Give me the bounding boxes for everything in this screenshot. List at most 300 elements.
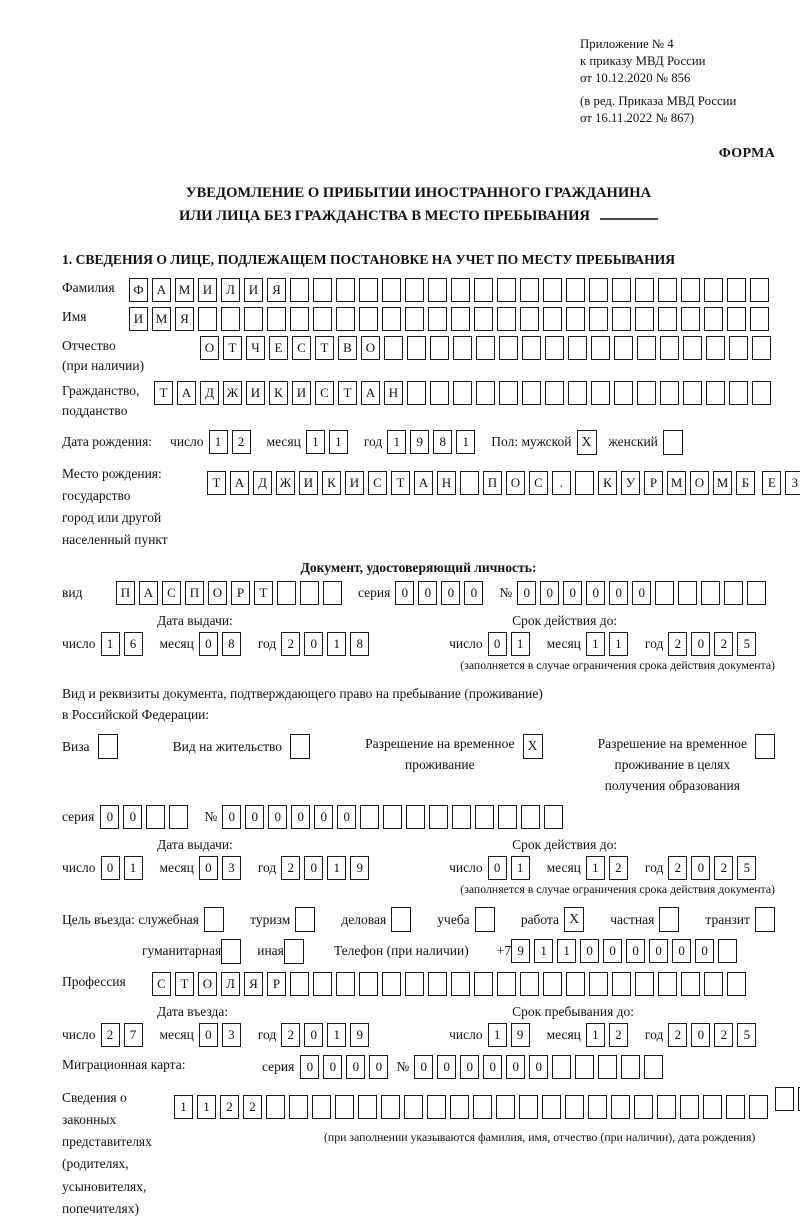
- char-cell[interactable]: 1: [327, 632, 346, 656]
- char-cell[interactable]: 0: [695, 939, 714, 963]
- char-cell[interactable]: 2: [281, 856, 300, 880]
- char-cell[interactable]: [727, 307, 746, 331]
- char-cell[interactable]: 1: [197, 1095, 216, 1119]
- char-cell[interactable]: А: [361, 381, 380, 405]
- char-cell[interactable]: [678, 581, 697, 605]
- char-cell[interactable]: Я: [267, 278, 286, 302]
- char-cell[interactable]: 0: [369, 1055, 388, 1079]
- char-cell[interactable]: 0: [337, 805, 356, 829]
- char-cell[interactable]: 0: [245, 805, 264, 829]
- char-cell[interactable]: [658, 307, 677, 331]
- char-cell[interactable]: 0: [199, 856, 218, 880]
- char-cell[interactable]: 1: [101, 632, 120, 656]
- char-cell[interactable]: 0: [414, 1055, 433, 1079]
- char-cell[interactable]: 8: [433, 430, 452, 454]
- char-cell[interactable]: [499, 381, 518, 405]
- char-cell[interactable]: [520, 972, 539, 996]
- char-cell[interactable]: 1: [586, 1023, 605, 1047]
- char-cell[interactable]: [384, 336, 403, 360]
- char-cell[interactable]: [704, 972, 723, 996]
- char-cell[interactable]: 0: [395, 581, 414, 605]
- char-cell[interactable]: Н: [384, 381, 403, 405]
- char-cell[interactable]: [612, 307, 631, 331]
- char-cell[interactable]: [169, 805, 188, 829]
- char-cell[interactable]: [657, 1095, 676, 1119]
- char-cell[interactable]: [323, 581, 342, 605]
- char-cell[interactable]: К: [269, 381, 288, 405]
- char-cell[interactable]: [474, 278, 493, 302]
- char-cell[interactable]: [427, 1095, 446, 1119]
- char-cell[interactable]: [267, 307, 286, 331]
- char-cell[interactable]: [290, 278, 309, 302]
- char-cell[interactable]: [542, 1095, 561, 1119]
- char-cell[interactable]: [614, 336, 633, 360]
- char-cell[interactable]: С: [152, 972, 171, 996]
- char-cell[interactable]: [405, 307, 424, 331]
- purpose-study-checkbox[interactable]: [475, 907, 495, 932]
- char-cell[interactable]: Р: [644, 471, 663, 495]
- char-cell[interactable]: [383, 805, 402, 829]
- char-cell[interactable]: [406, 805, 425, 829]
- char-cell[interactable]: [312, 1095, 331, 1119]
- char-cell[interactable]: [290, 972, 309, 996]
- char-cell[interactable]: [497, 972, 516, 996]
- char-cell[interactable]: А: [152, 278, 171, 302]
- char-cell[interactable]: М: [667, 471, 686, 495]
- char-cell[interactable]: [407, 336, 426, 360]
- char-cell[interactable]: 2: [714, 1023, 733, 1047]
- char-cell[interactable]: [727, 972, 746, 996]
- char-cell[interactable]: 0: [304, 856, 323, 880]
- char-cell[interactable]: 1: [174, 1095, 193, 1119]
- char-cell[interactable]: [658, 972, 677, 996]
- char-cell[interactable]: [660, 336, 679, 360]
- char-cell[interactable]: [598, 1055, 617, 1079]
- char-cell[interactable]: 1: [511, 856, 530, 880]
- char-cell[interactable]: 0: [100, 805, 119, 829]
- char-cell[interactable]: Я: [244, 972, 263, 996]
- char-cell[interactable]: [428, 278, 447, 302]
- char-cell[interactable]: О: [690, 471, 709, 495]
- char-cell[interactable]: 1: [488, 1023, 507, 1047]
- char-cell[interactable]: [428, 307, 447, 331]
- char-cell[interactable]: [519, 1095, 538, 1119]
- char-cell[interactable]: 7: [124, 1023, 143, 1047]
- char-cell[interactable]: П: [116, 581, 135, 605]
- char-cell[interactable]: 0: [609, 581, 628, 605]
- char-cell[interactable]: И: [246, 381, 265, 405]
- char-cell[interactable]: П: [483, 471, 502, 495]
- char-cell[interactable]: 2: [101, 1023, 120, 1047]
- char-cell[interactable]: [382, 278, 401, 302]
- char-cell[interactable]: [476, 336, 495, 360]
- char-cell[interactable]: 0: [563, 581, 582, 605]
- char-cell[interactable]: [747, 581, 766, 605]
- char-cell[interactable]: 0: [304, 1023, 323, 1047]
- char-cell[interactable]: Ф: [129, 278, 148, 302]
- char-cell[interactable]: 0: [199, 1023, 218, 1047]
- char-cell[interactable]: [750, 307, 769, 331]
- char-cell[interactable]: [706, 381, 725, 405]
- char-cell[interactable]: 9: [511, 939, 530, 963]
- visa-checkbox[interactable]: [98, 734, 118, 759]
- char-cell[interactable]: [451, 307, 470, 331]
- char-cell[interactable]: 0: [199, 632, 218, 656]
- char-cell[interactable]: О: [506, 471, 525, 495]
- char-cell[interactable]: О: [200, 336, 219, 360]
- char-cell[interactable]: [313, 307, 332, 331]
- char-cell[interactable]: [545, 381, 564, 405]
- char-cell[interactable]: [637, 336, 656, 360]
- char-cell[interactable]: А: [414, 471, 433, 495]
- char-cell[interactable]: [658, 278, 677, 302]
- char-cell[interactable]: 0: [418, 581, 437, 605]
- char-cell[interactable]: Ч: [246, 336, 265, 360]
- char-cell[interactable]: 0: [304, 632, 323, 656]
- char-cell[interactable]: [336, 278, 355, 302]
- char-cell[interactable]: [683, 336, 702, 360]
- char-cell[interactable]: [614, 381, 633, 405]
- char-cell[interactable]: [775, 1087, 794, 1111]
- char-cell[interactable]: Т: [223, 336, 242, 360]
- char-cell[interactable]: [729, 336, 748, 360]
- char-cell[interactable]: [727, 278, 746, 302]
- char-cell[interactable]: [749, 1095, 768, 1119]
- char-cell[interactable]: [429, 805, 448, 829]
- char-cell[interactable]: [681, 972, 700, 996]
- char-cell[interactable]: [289, 1095, 308, 1119]
- char-cell[interactable]: З: [785, 471, 800, 495]
- char-cell[interactable]: [313, 278, 332, 302]
- char-cell[interactable]: М: [713, 471, 732, 495]
- char-cell[interactable]: [752, 336, 771, 360]
- char-cell[interactable]: [430, 336, 449, 360]
- char-cell[interactable]: [680, 1095, 699, 1119]
- char-cell[interactable]: 1: [209, 430, 228, 454]
- char-cell[interactable]: [450, 1095, 469, 1119]
- char-cell[interactable]: 8: [222, 632, 241, 656]
- char-cell[interactable]: [752, 381, 771, 405]
- char-cell[interactable]: 2: [714, 632, 733, 656]
- char-cell[interactable]: И: [299, 471, 318, 495]
- char-cell[interactable]: [405, 972, 424, 996]
- char-cell[interactable]: [575, 471, 594, 495]
- char-cell[interactable]: 0: [268, 805, 287, 829]
- char-cell[interactable]: 0: [626, 939, 645, 963]
- char-cell[interactable]: 5: [737, 1023, 756, 1047]
- char-cell[interactable]: 0: [101, 856, 120, 880]
- residence-permit-checkbox[interactable]: [290, 734, 310, 759]
- char-cell[interactable]: 0: [691, 856, 710, 880]
- purpose-other-checkbox[interactable]: [284, 939, 304, 964]
- char-cell[interactable]: [404, 1095, 423, 1119]
- char-cell[interactable]: [655, 581, 674, 605]
- purpose-tourism-checkbox[interactable]: [295, 907, 315, 932]
- char-cell[interactable]: О: [208, 581, 227, 605]
- char-cell[interactable]: [277, 581, 296, 605]
- char-cell[interactable]: 0: [506, 1055, 525, 1079]
- char-cell[interactable]: 0: [123, 805, 142, 829]
- char-cell[interactable]: [522, 381, 541, 405]
- char-cell[interactable]: [313, 972, 332, 996]
- char-cell[interactable]: [460, 471, 479, 495]
- char-cell[interactable]: [520, 307, 539, 331]
- char-cell[interactable]: [566, 972, 585, 996]
- char-cell[interactable]: 9: [350, 1023, 369, 1047]
- char-cell[interactable]: 0: [540, 581, 559, 605]
- char-cell[interactable]: [568, 336, 587, 360]
- char-cell[interactable]: [498, 805, 517, 829]
- char-cell[interactable]: [726, 1095, 745, 1119]
- char-cell[interactable]: [451, 278, 470, 302]
- char-cell[interactable]: [703, 1095, 722, 1119]
- char-cell[interactable]: [382, 307, 401, 331]
- char-cell[interactable]: 9: [410, 430, 429, 454]
- char-cell[interactable]: 2: [609, 1023, 628, 1047]
- purpose-transit-checkbox[interactable]: [755, 907, 775, 932]
- char-cell[interactable]: 0: [517, 581, 536, 605]
- char-cell[interactable]: 1: [306, 430, 325, 454]
- char-cell[interactable]: М: [152, 307, 171, 331]
- char-cell[interactable]: [544, 805, 563, 829]
- char-cell[interactable]: [635, 278, 654, 302]
- char-cell[interactable]: И: [244, 278, 263, 302]
- char-cell[interactable]: 0: [441, 581, 460, 605]
- char-cell[interactable]: [568, 381, 587, 405]
- purpose-official-checkbox[interactable]: [204, 907, 224, 932]
- char-cell[interactable]: Я: [175, 307, 194, 331]
- char-cell[interactable]: [336, 307, 355, 331]
- char-cell[interactable]: 0: [586, 581, 605, 605]
- char-cell[interactable]: 0: [300, 1055, 319, 1079]
- char-cell[interactable]: [565, 1095, 584, 1119]
- char-cell[interactable]: О: [198, 972, 217, 996]
- char-cell[interactable]: Ж: [276, 471, 295, 495]
- char-cell[interactable]: [452, 805, 471, 829]
- char-cell[interactable]: [660, 381, 679, 405]
- char-cell[interactable]: 1: [456, 430, 475, 454]
- char-cell[interactable]: 0: [323, 1055, 342, 1079]
- char-cell[interactable]: [706, 336, 725, 360]
- char-cell[interactable]: Т: [207, 471, 226, 495]
- char-cell[interactable]: 0: [483, 1055, 502, 1079]
- char-cell[interactable]: Д: [200, 381, 219, 405]
- char-cell[interactable]: 1: [586, 632, 605, 656]
- char-cell[interactable]: 0: [580, 939, 599, 963]
- char-cell[interactable]: 0: [691, 632, 710, 656]
- char-cell[interactable]: Р: [267, 972, 286, 996]
- char-cell[interactable]: 1: [609, 632, 628, 656]
- char-cell[interactable]: [543, 307, 562, 331]
- purpose-private-checkbox[interactable]: [659, 907, 679, 932]
- char-cell[interactable]: 0: [488, 632, 507, 656]
- char-cell[interactable]: [499, 336, 518, 360]
- temp-residence-checkbox[interactable]: X: [523, 734, 543, 759]
- temp-residence-education-checkbox[interactable]: [755, 734, 775, 759]
- char-cell[interactable]: [724, 581, 743, 605]
- char-cell[interactable]: [644, 1055, 663, 1079]
- char-cell[interactable]: 1: [511, 632, 530, 656]
- char-cell[interactable]: Т: [315, 336, 334, 360]
- char-cell[interactable]: С: [292, 336, 311, 360]
- char-cell[interactable]: 0: [632, 581, 651, 605]
- char-cell[interactable]: 2: [609, 856, 628, 880]
- char-cell[interactable]: Т: [254, 581, 273, 605]
- char-cell[interactable]: [475, 805, 494, 829]
- char-cell[interactable]: 0: [437, 1055, 456, 1079]
- char-cell[interactable]: [382, 972, 401, 996]
- char-cell[interactable]: К: [598, 471, 617, 495]
- char-cell[interactable]: [591, 336, 610, 360]
- char-cell[interactable]: [521, 805, 540, 829]
- char-cell[interactable]: [637, 381, 656, 405]
- char-cell[interactable]: В: [338, 336, 357, 360]
- char-cell[interactable]: А: [230, 471, 249, 495]
- char-cell[interactable]: 2: [220, 1095, 239, 1119]
- char-cell[interactable]: Е: [269, 336, 288, 360]
- char-cell[interactable]: [497, 278, 516, 302]
- char-cell[interactable]: [146, 805, 165, 829]
- char-cell[interactable]: [300, 581, 319, 605]
- char-cell[interactable]: [575, 1055, 594, 1079]
- char-cell[interactable]: [244, 307, 263, 331]
- char-cell[interactable]: 9: [511, 1023, 530, 1047]
- char-cell[interactable]: Т: [391, 471, 410, 495]
- char-cell[interactable]: [359, 278, 378, 302]
- char-cell[interactable]: [681, 278, 700, 302]
- char-cell[interactable]: 2: [714, 856, 733, 880]
- char-cell[interactable]: [453, 336, 472, 360]
- char-cell[interactable]: [683, 381, 702, 405]
- char-cell[interactable]: [405, 278, 424, 302]
- char-cell[interactable]: [750, 278, 769, 302]
- char-cell[interactable]: [589, 278, 608, 302]
- char-cell[interactable]: У: [621, 471, 640, 495]
- char-cell[interactable]: 2: [232, 430, 251, 454]
- char-cell[interactable]: 2: [281, 632, 300, 656]
- char-cell[interactable]: [718, 939, 737, 963]
- char-cell[interactable]: [221, 307, 240, 331]
- char-cell[interactable]: [358, 1095, 377, 1119]
- char-cell[interactable]: Т: [154, 381, 173, 405]
- char-cell[interactable]: [681, 307, 700, 331]
- char-cell[interactable]: [451, 972, 470, 996]
- sex-male-checkbox[interactable]: X: [577, 430, 597, 455]
- char-cell[interactable]: [476, 381, 495, 405]
- char-cell[interactable]: [566, 307, 585, 331]
- char-cell[interactable]: О: [361, 336, 380, 360]
- char-cell[interactable]: Л: [221, 972, 240, 996]
- char-cell[interactable]: Н: [437, 471, 456, 495]
- char-cell[interactable]: [473, 1095, 492, 1119]
- char-cell[interactable]: И: [129, 307, 148, 331]
- char-cell[interactable]: [336, 972, 355, 996]
- char-cell[interactable]: [198, 307, 217, 331]
- char-cell[interactable]: [407, 381, 426, 405]
- char-cell[interactable]: Б: [736, 471, 755, 495]
- char-cell[interactable]: С: [162, 581, 181, 605]
- char-cell[interactable]: [589, 307, 608, 331]
- char-cell[interactable]: 1: [534, 939, 553, 963]
- char-cell[interactable]: 2: [668, 632, 687, 656]
- char-cell[interactable]: 0: [529, 1055, 548, 1079]
- char-cell[interactable]: А: [139, 581, 158, 605]
- char-cell[interactable]: 1: [557, 939, 576, 963]
- char-cell[interactable]: [453, 381, 472, 405]
- char-cell[interactable]: [522, 336, 541, 360]
- char-cell[interactable]: 2: [668, 1023, 687, 1047]
- char-cell[interactable]: [634, 1095, 653, 1119]
- char-cell[interactable]: 5: [737, 632, 756, 656]
- sex-female-checkbox[interactable]: [663, 430, 683, 455]
- char-cell[interactable]: И: [292, 381, 311, 405]
- char-cell[interactable]: [266, 1095, 285, 1119]
- char-cell[interactable]: А: [177, 381, 196, 405]
- char-cell[interactable]: П: [185, 581, 204, 605]
- char-cell[interactable]: 0: [603, 939, 622, 963]
- purpose-business-checkbox[interactable]: [391, 907, 411, 932]
- char-cell[interactable]: 2: [243, 1095, 262, 1119]
- char-cell[interactable]: 0: [464, 581, 483, 605]
- char-cell[interactable]: .: [552, 471, 571, 495]
- char-cell[interactable]: И: [345, 471, 364, 495]
- char-cell[interactable]: [612, 278, 631, 302]
- char-cell[interactable]: С: [529, 471, 548, 495]
- char-cell[interactable]: Р: [231, 581, 250, 605]
- char-cell[interactable]: Т: [338, 381, 357, 405]
- char-cell[interactable]: [335, 1095, 354, 1119]
- char-cell[interactable]: [704, 278, 723, 302]
- char-cell[interactable]: 8: [350, 632, 369, 656]
- char-cell[interactable]: С: [368, 471, 387, 495]
- char-cell[interactable]: [360, 805, 379, 829]
- char-cell[interactable]: 9: [350, 856, 369, 880]
- char-cell[interactable]: М: [175, 278, 194, 302]
- char-cell[interactable]: [543, 278, 562, 302]
- char-cell[interactable]: [474, 972, 493, 996]
- char-cell[interactable]: [611, 1095, 630, 1119]
- char-cell[interactable]: 2: [668, 856, 687, 880]
- char-cell[interactable]: 2: [281, 1023, 300, 1047]
- char-cell[interactable]: [588, 1095, 607, 1119]
- char-cell[interactable]: [552, 1055, 571, 1079]
- char-cell[interactable]: Т: [175, 972, 194, 996]
- char-cell[interactable]: [474, 307, 493, 331]
- char-cell[interactable]: 3: [222, 856, 241, 880]
- char-cell[interactable]: Е: [762, 471, 781, 495]
- char-cell[interactable]: [589, 972, 608, 996]
- purpose-work-checkbox[interactable]: X: [564, 907, 584, 932]
- char-cell[interactable]: [621, 1055, 640, 1079]
- char-cell[interactable]: 3: [222, 1023, 241, 1047]
- char-cell[interactable]: 0: [488, 856, 507, 880]
- char-cell[interactable]: [496, 1095, 515, 1119]
- char-cell[interactable]: 0: [314, 805, 333, 829]
- char-cell[interactable]: [359, 307, 378, 331]
- char-cell[interactable]: 1: [387, 430, 406, 454]
- char-cell[interactable]: [591, 381, 610, 405]
- char-cell[interactable]: 1: [327, 856, 346, 880]
- char-cell[interactable]: К: [322, 471, 341, 495]
- char-cell[interactable]: [635, 972, 654, 996]
- char-cell[interactable]: И: [198, 278, 217, 302]
- char-cell[interactable]: 1: [329, 430, 348, 454]
- char-cell[interactable]: 0: [346, 1055, 365, 1079]
- char-cell[interactable]: [729, 381, 748, 405]
- char-cell[interactable]: 0: [691, 1023, 710, 1047]
- char-cell[interactable]: [566, 278, 585, 302]
- char-cell[interactable]: 5: [737, 856, 756, 880]
